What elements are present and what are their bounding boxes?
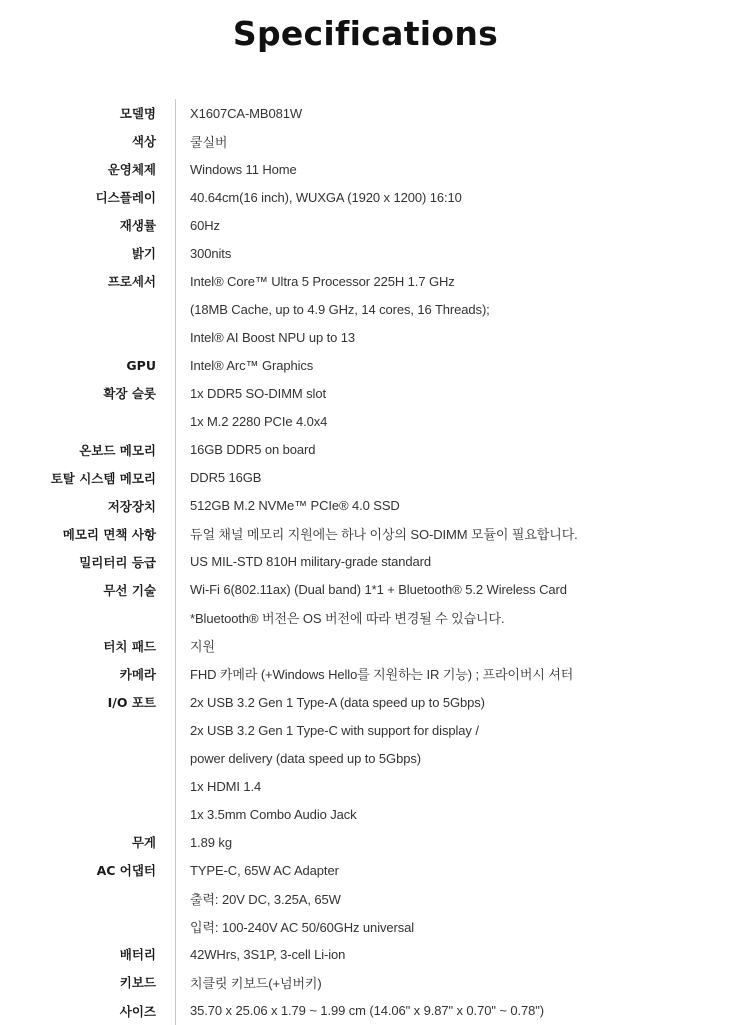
row-divider (175, 436, 176, 464)
spec-row (0, 660, 731, 688)
spec-label: 밀리터리 등급 (79, 554, 156, 570)
spec-value: 35.70 x 25.06 x 1.79 ~ 1.99 cm (14.06" x 9.87" x 0.70" ~ 0.78") (190, 1003, 544, 1019)
spec-row (0, 716, 731, 744)
row-divider (175, 267, 176, 295)
spec-row (0, 464, 731, 492)
row-divider (175, 688, 176, 716)
spec-row (0, 632, 731, 660)
spec-row (0, 800, 731, 828)
spec-label: I/O 포트 (107, 695, 156, 710)
row-divider (175, 520, 176, 548)
row-divider (175, 800, 176, 828)
spec-row (0, 884, 731, 912)
spec-row (0, 940, 731, 968)
spec-row (0, 520, 731, 548)
row-divider (175, 997, 176, 1025)
row-divider (175, 127, 176, 155)
row-divider (175, 884, 176, 912)
spec-row (0, 295, 731, 323)
row-divider (175, 968, 176, 996)
page-title: Specifications (232, 14, 499, 53)
spec-label: 사이즈 (119, 1003, 156, 1019)
spec-row (0, 379, 731, 407)
row-divider (175, 211, 176, 239)
spec-table (0, 99, 731, 1025)
spec-row (0, 408, 731, 436)
spec-label: 모델명 (119, 106, 156, 122)
spec-row (0, 772, 731, 800)
spec-label: 메모리 면책 사항 (62, 526, 156, 542)
spec-row (0, 99, 731, 127)
spec-label: 키보드 (119, 975, 156, 991)
spec-label: 카메라 (119, 666, 156, 682)
spec-row (0, 688, 731, 716)
spec-row (0, 576, 731, 604)
row-divider (175, 576, 176, 604)
spec-value: 300nits (190, 245, 232, 261)
row-divider (175, 828, 176, 856)
spec-row (0, 968, 731, 996)
spec-value: X1607CA-MB081W (190, 105, 303, 121)
row-divider (175, 155, 176, 183)
spec-value: 지원 (190, 639, 215, 655)
spec-value: Intel® Core™ Ultra 5 Processor 225H 1.7 GHz (190, 273, 455, 289)
spec-label: 밝기 (131, 246, 156, 262)
spec-label: AC 어댑터 (96, 863, 156, 879)
spec-label: 재생률 (119, 218, 156, 234)
spec-value: US MIL-STD 810H military-grade standard (190, 554, 432, 570)
row-divider (175, 940, 176, 968)
spec-value: 1x 3.5mm Combo Audio Jack (190, 806, 357, 822)
row-divider (175, 912, 176, 940)
spec-value: FHD 카메라 (+Windows Hello를 지원하는 IR 기능) ; 프라이버시 셔터 (190, 667, 574, 683)
spec-value: 1x DDR5 SO-DIMM slot (190, 385, 326, 401)
spec-label: 터치 패드 (103, 638, 156, 654)
spec-row (0, 239, 731, 267)
spec-value: DDR5 16GB (190, 470, 262, 486)
spec-value: 40.64cm(16 inch), WUXGA (1920 x 1200) 16:10 (190, 189, 462, 205)
spec-value: 2x USB 3.2 Gen 1 Type-A (data speed up to 5Gbps) (190, 694, 485, 710)
spec-value: power delivery (data speed up to 5Gbps) (190, 750, 421, 766)
row-divider (175, 744, 176, 772)
spec-value: 1x M.2 2280 PCIe 4.0x4 (190, 414, 328, 430)
spec-row (0, 492, 731, 520)
spec-value: 16GB DDR5 on board (190, 442, 316, 458)
spec-value: 출력: 20V DC, 3.25A, 65W (190, 891, 341, 907)
spec-value: 듀얼 채널 메모리 지원에는 하나 이상의 SO-DIMM 모듈이 필요합니다. (190, 527, 578, 543)
row-divider (175, 492, 176, 520)
spec-row (0, 744, 731, 772)
spec-label: 온보드 메모리 (79, 442, 156, 458)
row-divider (175, 464, 176, 492)
spec-value: 60Hz (190, 217, 220, 233)
spec-value: TYPE-C, 65W AC Adapter (190, 862, 339, 878)
row-divider (175, 379, 176, 407)
row-divider (175, 323, 176, 351)
row-divider (175, 183, 176, 211)
spec-row (0, 127, 731, 155)
spec-value: 입력: 100-240V AC 50/60GHz universal (190, 919, 415, 935)
spec-value: 1.89 kg (190, 834, 232, 850)
spec-row (0, 211, 731, 239)
row-divider (175, 408, 176, 436)
spec-label: 배터리 (119, 947, 156, 963)
row-divider (175, 772, 176, 800)
spec-label: 디스플레이 (95, 190, 156, 206)
spec-row (0, 155, 731, 183)
spec-value: Wi-Fi 6(802.11ax) (Dual band) 1*1 + Bluetooth® 5.2 Wireless Card (190, 582, 567, 598)
row-divider (175, 351, 176, 379)
spec-label: 운영체제 (107, 162, 156, 178)
row-divider (175, 632, 176, 660)
row-divider (175, 716, 176, 744)
spec-value: Intel® Arc™ Graphics (190, 357, 314, 373)
spec-row (0, 604, 731, 632)
spec-label: 무게 (131, 835, 156, 851)
row-divider (175, 239, 176, 267)
spec-label: 색상 (131, 134, 156, 150)
spec-value: 1x HDMI 1.4 (190, 778, 262, 794)
spec-row (0, 828, 731, 856)
spec-row (0, 912, 731, 940)
row-divider (175, 660, 176, 688)
spec-label: 프로세서 (107, 274, 156, 290)
row-divider (175, 856, 176, 884)
spec-row (0, 436, 731, 464)
spec-value: 512GB M.2 NVMe™ PCIe® 4.0 SSD (190, 498, 400, 514)
spec-value: 쿨실버 (190, 134, 228, 150)
row-divider (175, 548, 176, 576)
spec-row (0, 267, 731, 295)
spec-label: 토탈 시스템 메모리 (50, 470, 156, 486)
spec-value: 치클릿 키보드(+넘버키) (190, 975, 322, 991)
spec-row (0, 548, 731, 576)
spec-label: 확장 슬롯 (103, 386, 156, 402)
spec-label: 저장장치 (107, 498, 156, 514)
spec-row (0, 351, 731, 379)
spec-value: Windows 11 Home (190, 161, 297, 177)
row-divider (175, 604, 176, 632)
spec-row (0, 997, 731, 1025)
spec-row (0, 323, 731, 351)
spec-label: 무선 기술 (103, 582, 156, 598)
spec-row (0, 183, 731, 211)
spec-label: GPU (126, 357, 156, 373)
spec-value: 2x USB 3.2 Gen 1 Type-C with support for display / (190, 722, 479, 738)
spec-row (0, 856, 731, 884)
spec-value: *Bluetooth® 버전은 OS 버전에 따라 변경될 수 있습니다. (190, 611, 505, 627)
row-divider (175, 295, 176, 323)
spec-value: (18MB Cache, up to 4.9 GHz, 14 cores, 16 Threads); (190, 301, 490, 317)
spec-value: Intel® AI Boost NPU up to 13 (190, 329, 356, 345)
row-divider (175, 99, 176, 127)
spec-value: 42WHrs, 3S1P, 3-cell Li-ion (190, 946, 346, 962)
